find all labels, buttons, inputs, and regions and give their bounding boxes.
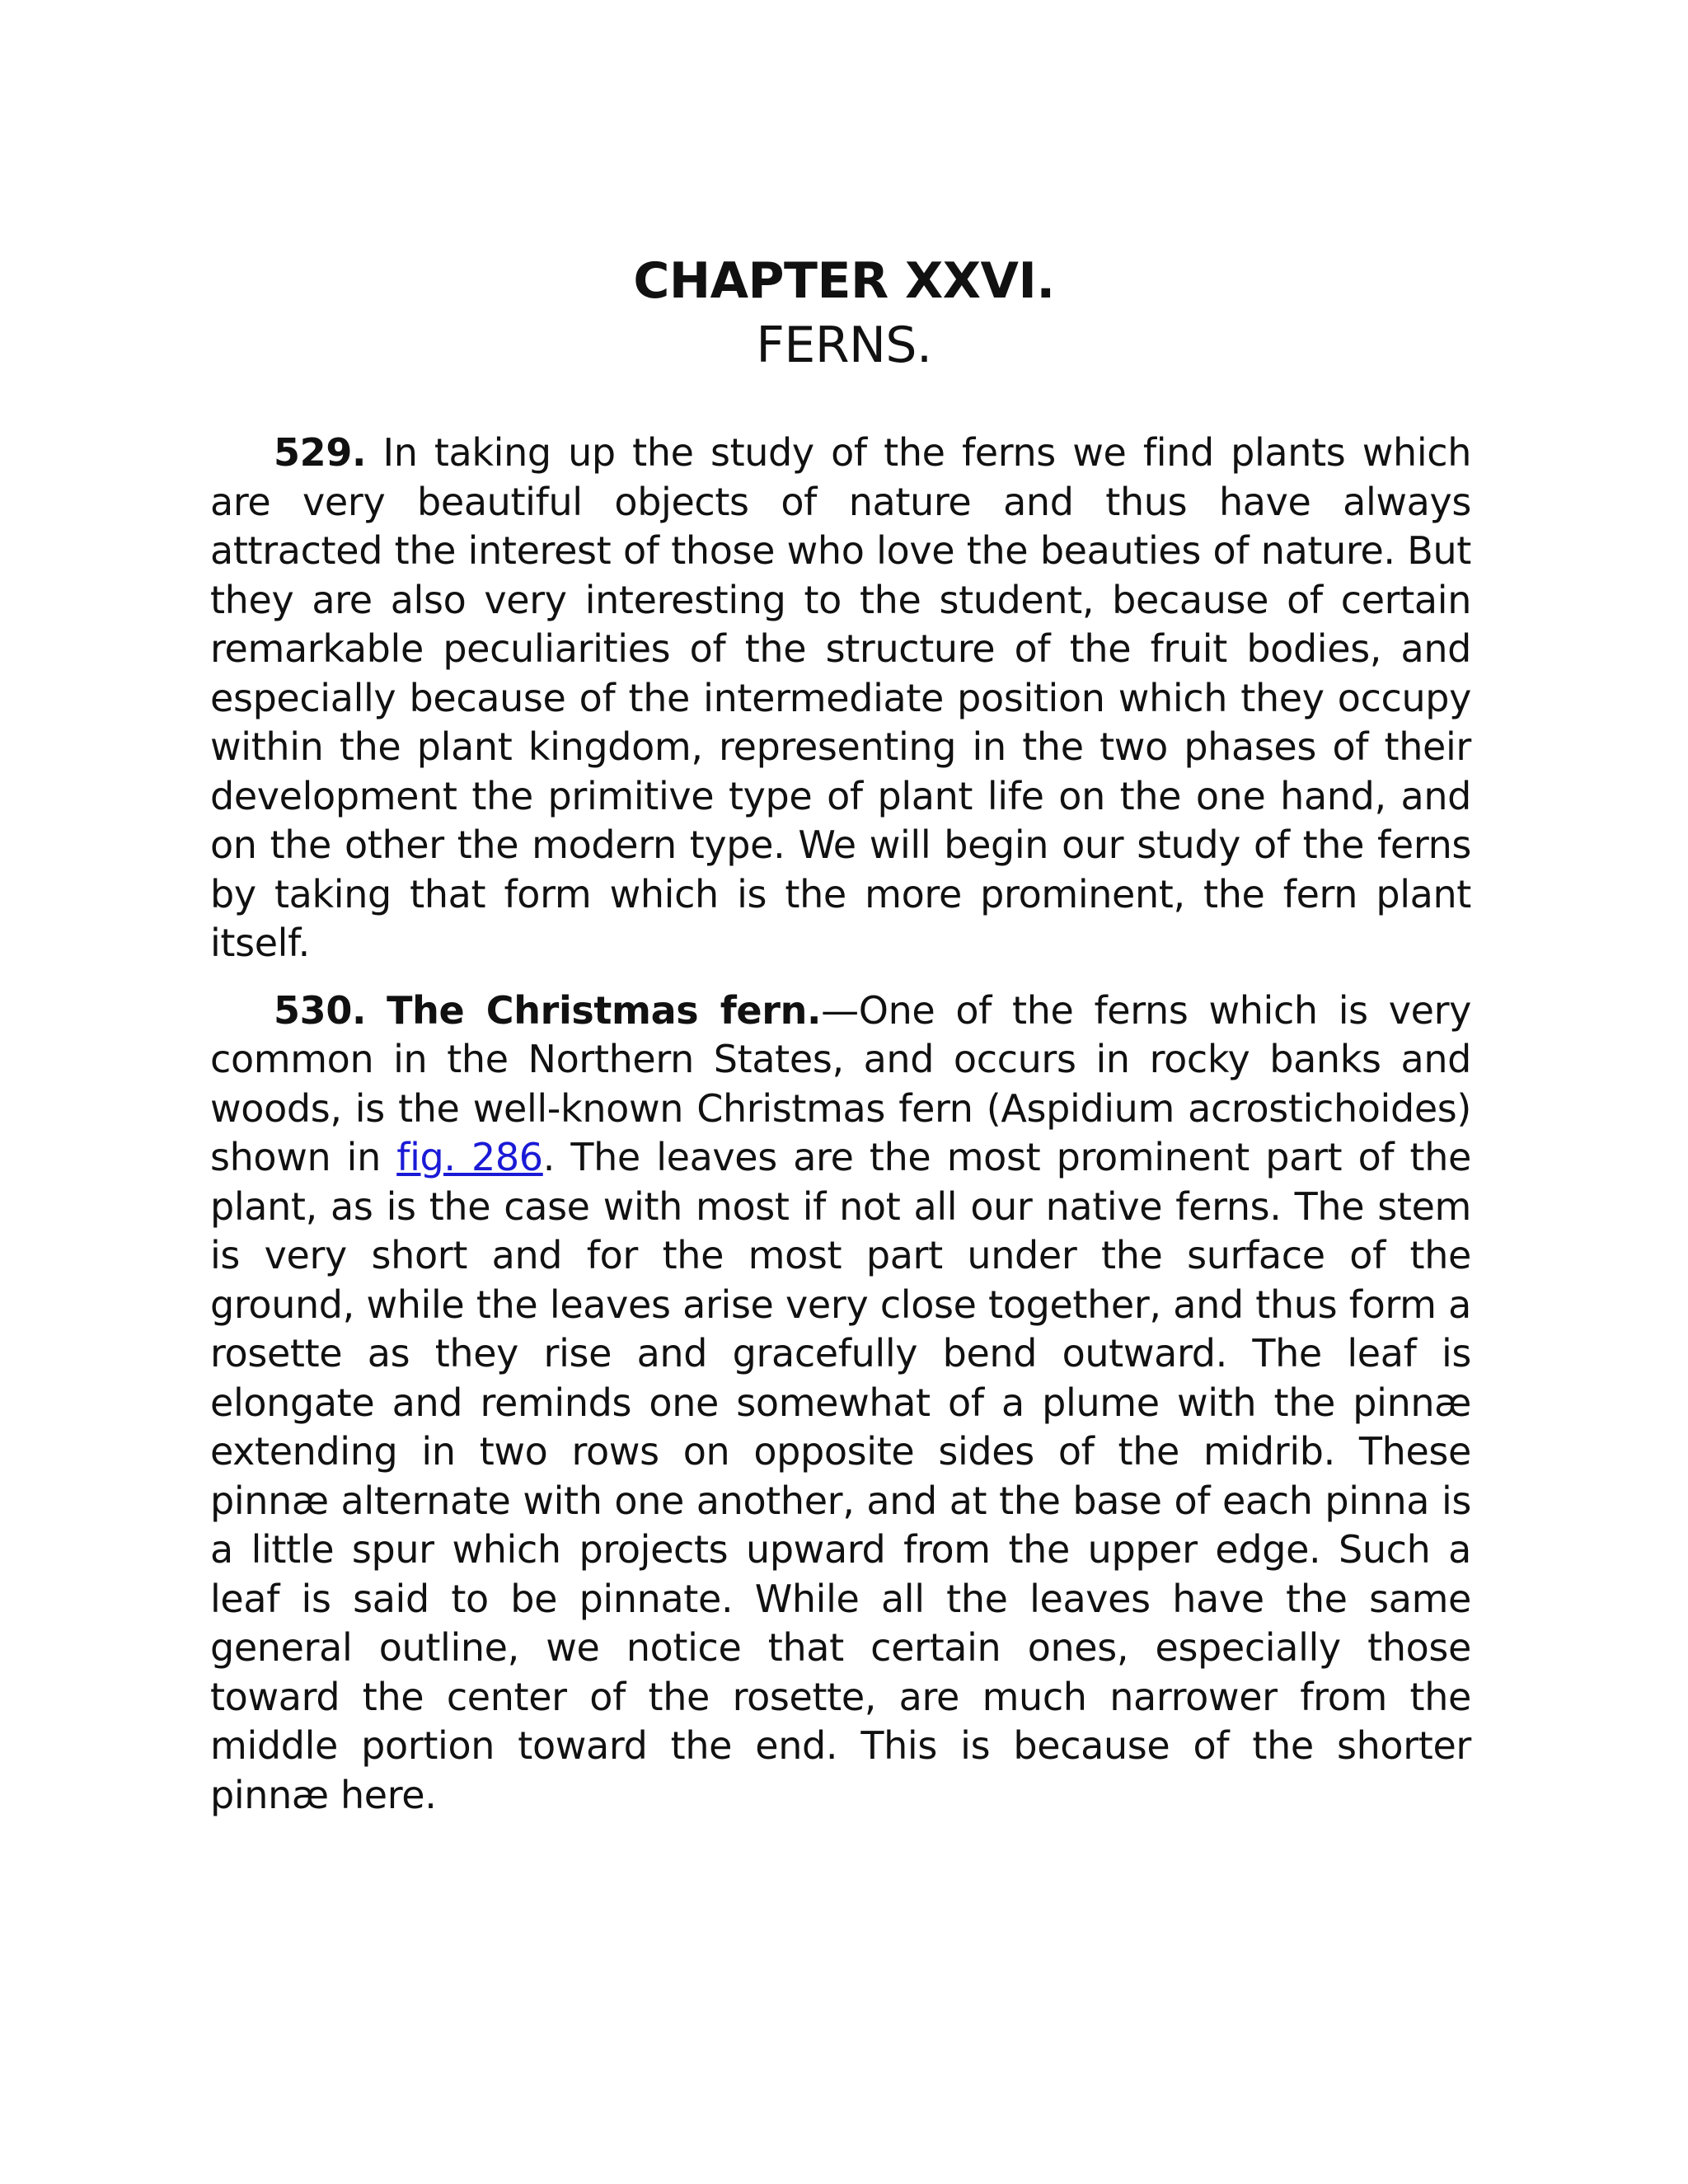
chapter-body [210, 429, 1471, 1838]
chapter-heading [0, 251, 1688, 375]
chapter-title: FERNS. [756, 316, 932, 374]
paragraph-text-after-link: . The leaves are the most prominent part of the plant, as is the case with most if not all our native ferns. The stem is very short and for the most part under the surface of the ground, while the leaves arise very close together, and thus form a rosette as they rise and gracefully bend outward. The leaf is elongate and reminds one somewhat of a plume with the pinnæ extending in two rows on opposite sides of the midrib. These pinnæ alternate with one another, and at the base of each pinna is a little spur which projects upward from the upper edge. Such a leaf is said to be pinnate. While all the leaves have the same general outline, we notice that certain ones, especially those toward the center of the rosette, are much narrower from the middle portion toward the end. This is because of the shorter pinnæ here. [210, 1135, 1471, 1817]
paragraph-number: 529. [274, 430, 367, 475]
paragraph-text-before-link: —One of the ferns which is very common in the Northern States, and occurs in rocky banks and woods, is the well-known Christmas fern (Aspidium acrostichoides) shown in [210, 987, 1472, 1179]
paragraph-number: 530. [274, 987, 367, 1033]
figure-link[interactable]: fig. 286 [396, 1135, 543, 1179]
paragraph-530 [210, 987, 1471, 1821]
paragraph-529 [210, 429, 1471, 968]
chapter-number: CHAPTER XXVI. [633, 252, 1055, 310]
paragraph-heading: The Christmas fern. [387, 987, 822, 1033]
paragraph-text: In taking up the study of the ferns we find plants which are very beautiful objects of nature and thus have always attracted the interest of those who love the beauties of nature. But they are also very interesting to the student, because of certain remarkable peculiarities of the structure of the fruit bodies, and especially because of the intermediate position which they occupy within the plant kingdom, representing in the two phases of their development the primitive type of plant life on the one hand, and on the other the modern type. We will begin our study of the ferns by taking that form which is the more prominent, the fern plant itself. [210, 430, 1471, 965]
